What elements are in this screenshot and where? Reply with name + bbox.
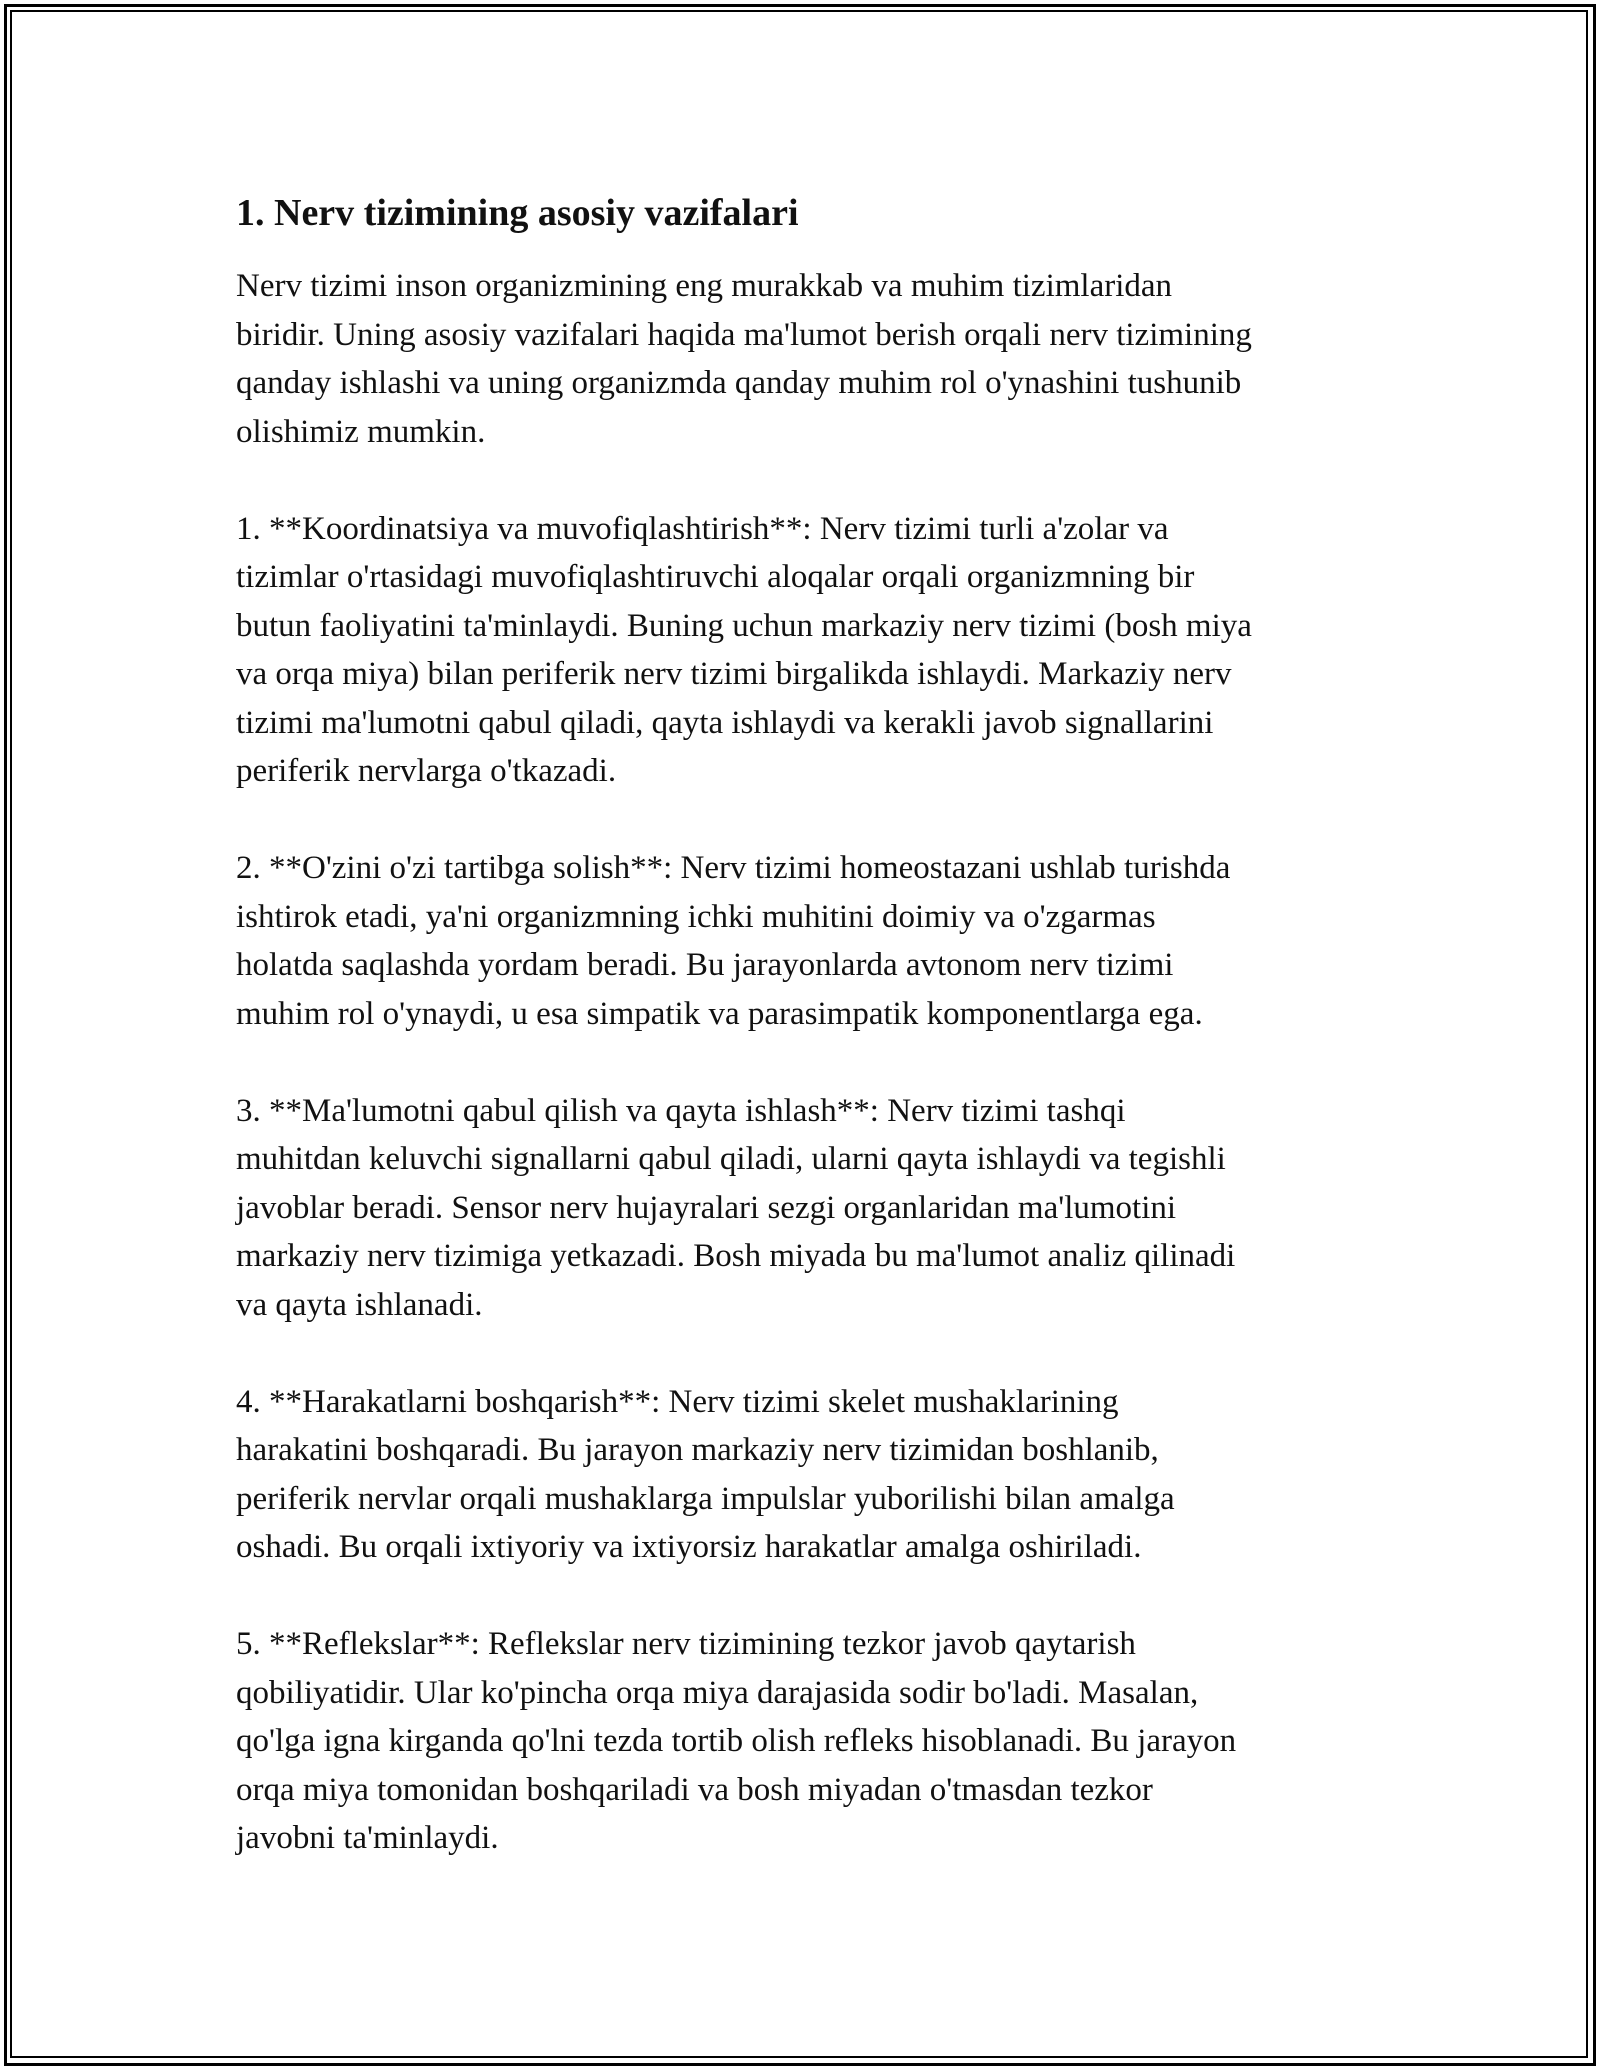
text-line: harakatini boshqaradi. Bu jarayon markaziy nerv tizimidan boshlanib, [236,1432,1159,1468]
text-line: periferik nervlarga o'tkazadi. [236,753,617,789]
text-line: orqa miya tomonidan boshqariladi va bosh miyadan o'tmasdan tezkor [236,1771,1153,1808]
text-line: 4. **Harakatlarni boshqarish**: Nerv tizimi skelet mushaklarining [236,1383,1119,1420]
text-line: ishtirok etadi, ya'ni organizmning ichki muhitini doimiy va o'zgarmas [236,898,1156,935]
text-line: biridir. Uning asosiy vazifalari haqida ma'lumot berish orqali nerv tizimining [236,316,1252,353]
text-line: javobni ta'minlaydi. [236,1820,499,1856]
text-line: va orqa miya) bilan periferik nerv tizimi birgalikda ishlaydi. Markaziy nerv [236,656,1232,692]
paragraph-coordination [236,505,1396,796]
text-line: markaziy nerv tizimiga yetkazadi. Bosh miyada bu ma'lumot analiz qilinadi [236,1238,1236,1274]
text-line: Nerv tizimi inson organizmining eng murakkab va muhim tizimlaridan [236,268,1173,304]
text-line: butun faoliyatini ta'minlaydi. Buning uchun markaziy nerv tizimi (bosh miya [236,607,1252,644]
paragraph-self-regulation [236,844,1396,1038]
page-title: 1. Nerv tizimining asosiy vazifalari [236,192,799,234]
text-line: muhim rol o'ynaydi, u esa simpatik va parasimpatik komponentlarga ega. [236,995,1203,1032]
paragraph-information-processing [236,1087,1396,1330]
text-line: javoblar beradi. Sensor nerv hujayralari sezgi organlaridan ma'lumotini [236,1189,1177,1226]
text-line: oshadi. Bu orqali ixtiyoriy va ixtiyorsiz harakatlar amalga oshiriladi. [236,1529,1142,1565]
text-line: periferik nervlar orqali mushaklarga impulslar yuborilishi bilan amalga [236,1480,1175,1517]
text-line: qobiliyatidir. Ular ko'pincha orqa miya darajasida sodir bo'ladi. Masalan, [236,1674,1199,1711]
intro-paragraph [236,262,1396,456]
text-line: 2. **O'zini o'zi tartibga solish**: Nerv tizimi homeostazani ushlab turishda [236,850,1231,886]
text-line: 1. **Koordinatsiya va muvofiqlashtirish**: Nerv tizimi turli a'zolar va [236,510,1169,547]
text-line: tizimi ma'lumotni qabul qiladi, qayta ishlaydi va kerakli javob signallarini [236,704,1214,741]
text-line: holatda saqlashda yordam beradi. Bu jarayonlarda avtonom nerv tizimi [236,947,1174,983]
text-line: qo'lga igna kirganda qo'lni tezda tortib olish refleks hisoblanadi. Bu jarayon [236,1723,1237,1759]
text-line: 3. **Ma'lumotni qabul qilish va qayta ishlash**: Nerv tizimi tashqi [236,1092,1126,1129]
text-line: qanday ishlashi va uning organizmda qanday muhim rol o'ynashini tushunib [236,365,1242,401]
paragraph-reflexes [236,1620,1396,1863]
text-line: 5. **Reflekslar**: Reflekslar nerv tizimining tezkor javob qaytarish [236,1626,1136,1662]
text-line: muhitdan keluvchi signallarni qabul qiladi, ularni qayta ishlaydi va tegishli [236,1141,1226,1177]
text-line: va qayta ishlanadi. [236,1286,483,1323]
document-body [236,186,1396,1911]
paragraph-movement-control [236,1378,1396,1572]
text-line: olishimiz mumkin. [236,413,486,450]
text-line: tizimlar o'rtasidagi muvofiqlashtiruvchi aloqalar orqali organizmning bir [236,559,1195,595]
